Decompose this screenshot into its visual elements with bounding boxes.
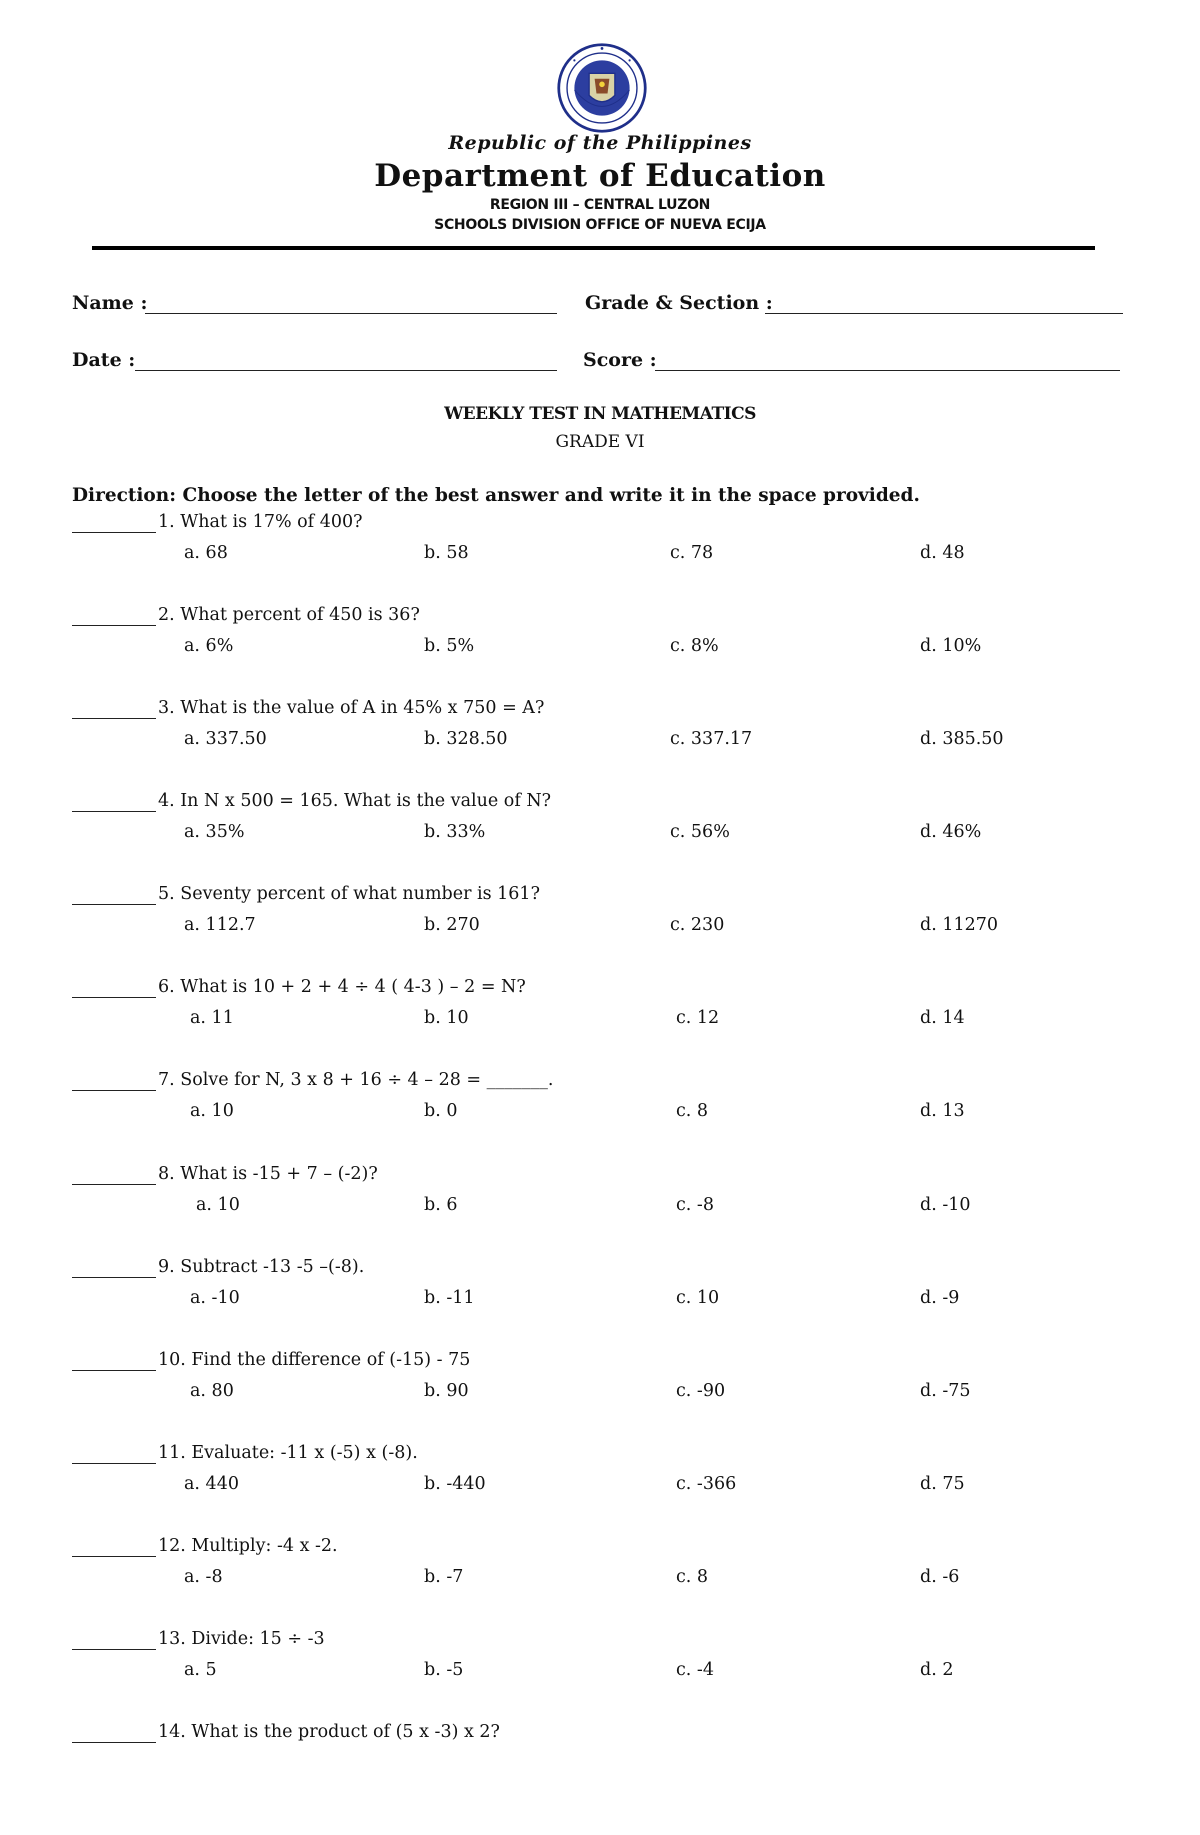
choice-c: c. -8: [676, 1195, 714, 1215]
choice-c: c. 337.17: [670, 729, 753, 749]
choice-b: b. 33%: [424, 822, 486, 842]
question-text: 13. Divide: 15 ÷ -3: [158, 1629, 325, 1649]
choice-a: a. 35%: [184, 822, 245, 842]
answer-blank[interactable]: [72, 1090, 156, 1091]
grade-section-blank[interactable]: [765, 313, 1123, 314]
choice-a: a. -8: [184, 1567, 223, 1587]
question-text: 12. Multiply: -4 x -2.: [158, 1536, 338, 1556]
republic-heading: Republic of the Philippines: [448, 132, 752, 154]
choice-d: d. 14: [920, 1008, 965, 1028]
choice-d: d. 11270: [920, 915, 998, 935]
grade-section-label: Grade & Section :: [585, 292, 773, 314]
choice-a: a. 6%: [184, 636, 234, 656]
question-text: 2. What percent of 450 is 36?: [158, 605, 420, 625]
choice-c: c. -366: [676, 1474, 737, 1494]
question-text: 9. Subtract -13 -5 –(-8).: [158, 1257, 365, 1277]
name-blank[interactable]: [145, 313, 557, 314]
choice-b: b. 58: [424, 543, 469, 563]
choice-a: a. 337.50: [184, 729, 267, 749]
choice-a: a. -10: [190, 1288, 240, 1308]
answer-blank[interactable]: [72, 1184, 156, 1185]
question-item: [72, 605, 1132, 675]
choice-a: a. 11: [190, 1008, 234, 1028]
question-item: [72, 1629, 1132, 1699]
division-heading: SCHOOLS DIVISION OFFICE OF NUEVA ECIJA: [434, 217, 766, 233]
choice-a: a. 112.7: [184, 915, 256, 935]
answer-blank[interactable]: [72, 1742, 156, 1743]
choice-d: d. -6: [920, 1567, 960, 1587]
question-item: [72, 884, 1132, 954]
answer-blank[interactable]: [72, 532, 156, 533]
question-text: 4. In N x 500 = 165. What is the value of N?: [158, 791, 552, 811]
date-label: Date :: [72, 349, 136, 371]
choice-c: c. 12: [676, 1008, 720, 1028]
choice-a: a. 5: [184, 1660, 217, 1680]
question-item: [72, 977, 1132, 1047]
answer-blank[interactable]: [72, 625, 156, 626]
choice-c: c. 8: [676, 1101, 709, 1121]
choice-d: d. 2: [920, 1660, 954, 1680]
choice-b: b. -11: [424, 1288, 475, 1308]
question-item: [72, 698, 1132, 768]
question-text: 7. Solve for N, 3 x 8 + 16 ÷ 4 – 28 = _______.: [158, 1070, 554, 1090]
choice-b: b. -7: [424, 1567, 464, 1587]
question-text: 3. What is the value of A in 45% x 750 = A?: [158, 698, 545, 718]
question-text: 10. Find the difference of (-15) - 75: [158, 1350, 471, 1370]
answer-blank[interactable]: [72, 1277, 156, 1278]
question-item: [72, 1070, 1132, 1140]
choice-c: c. 10: [676, 1288, 720, 1308]
name-label: Name :: [72, 292, 148, 314]
deped-seal-icon: [556, 42, 648, 134]
question-item: [72, 512, 1132, 582]
choice-c: c. 56%: [670, 822, 730, 842]
question-text: 6. What is 10 + 2 + 4 ÷ 4 ( 4-3 ) – 2 = N?: [158, 977, 526, 997]
answer-blank[interactable]: [72, 997, 156, 998]
question-item: [72, 1536, 1132, 1606]
answer-blank[interactable]: [72, 1370, 156, 1371]
choice-a: a. 10: [196, 1195, 240, 1215]
date-blank[interactable]: [135, 370, 557, 371]
question-item: [72, 1443, 1132, 1513]
choice-b: b. 90: [424, 1381, 469, 1401]
choice-b: b. 270: [424, 915, 480, 935]
question-item: [72, 1164, 1132, 1234]
choice-d: d. -75: [920, 1381, 971, 1401]
choice-c: c. 8%: [670, 636, 719, 656]
question-text: 8. What is -15 + 7 – (-2)?: [158, 1164, 378, 1184]
choice-b: b. -5: [424, 1660, 464, 1680]
question-item: [72, 1257, 1132, 1327]
choice-c: c. -90: [676, 1381, 726, 1401]
choice-a: a. 440: [184, 1474, 239, 1494]
answer-blank[interactable]: [72, 718, 156, 719]
answer-blank[interactable]: [72, 811, 156, 812]
question-text: 5. Seventy percent of what number is 161?: [158, 884, 540, 904]
answer-blank[interactable]: [72, 1649, 156, 1650]
choice-a: a. 80: [190, 1381, 234, 1401]
choice-d: d. 385.50: [920, 729, 1004, 749]
choice-c: c. 8: [676, 1567, 709, 1587]
answer-blank[interactable]: [72, 904, 156, 905]
choice-a: a. 10: [190, 1101, 234, 1121]
choice-b: b. 328.50: [424, 729, 508, 749]
choice-d: d. -10: [920, 1195, 971, 1215]
choice-d: d. 46%: [920, 822, 982, 842]
score-blank[interactable]: [655, 370, 1120, 371]
question-item: [72, 791, 1132, 861]
question-item: [72, 1350, 1132, 1420]
choice-c: c. -4: [676, 1660, 714, 1680]
choice-b: b. 10: [424, 1008, 469, 1028]
test-title: WEEKLY TEST IN MATHEMATICS: [444, 404, 756, 424]
choice-d: d. 10%: [920, 636, 982, 656]
direction-text: Direction: Choose the letter of the best answer and write it in the space provided.: [72, 485, 920, 506]
choice-a: a. 68: [184, 543, 228, 563]
answer-blank[interactable]: [72, 1463, 156, 1464]
question-item: [72, 1722, 1132, 1752]
choice-c: c. 230: [670, 915, 725, 935]
score-label: Score :: [583, 349, 657, 371]
choice-d: d. 13: [920, 1101, 965, 1121]
question-text: 1. What is 17% of 400?: [158, 512, 363, 532]
choice-b: b. 5%: [424, 636, 475, 656]
choice-c: c. 78: [670, 543, 714, 563]
answer-blank[interactable]: [72, 1556, 156, 1557]
choice-d: d. -9: [920, 1288, 960, 1308]
department-heading: Department of Education: [374, 158, 826, 194]
choice-d: d. 75: [920, 1474, 965, 1494]
question-text: 11. Evaluate: -11 x (-5) x (-8).: [158, 1443, 418, 1463]
region-heading: REGION III – CENTRAL LUZON: [489, 197, 711, 213]
grade-level: GRADE VI: [555, 432, 645, 452]
question-text: 14. What is the product of (5 x -3) x 2?: [158, 1722, 500, 1742]
choice-b: b. 6: [424, 1195, 458, 1215]
choice-b: b. -440: [424, 1474, 486, 1494]
choice-d: d. 48: [920, 543, 965, 563]
choice-b: b. 0: [424, 1101, 458, 1121]
header-divider: [92, 246, 1095, 250]
